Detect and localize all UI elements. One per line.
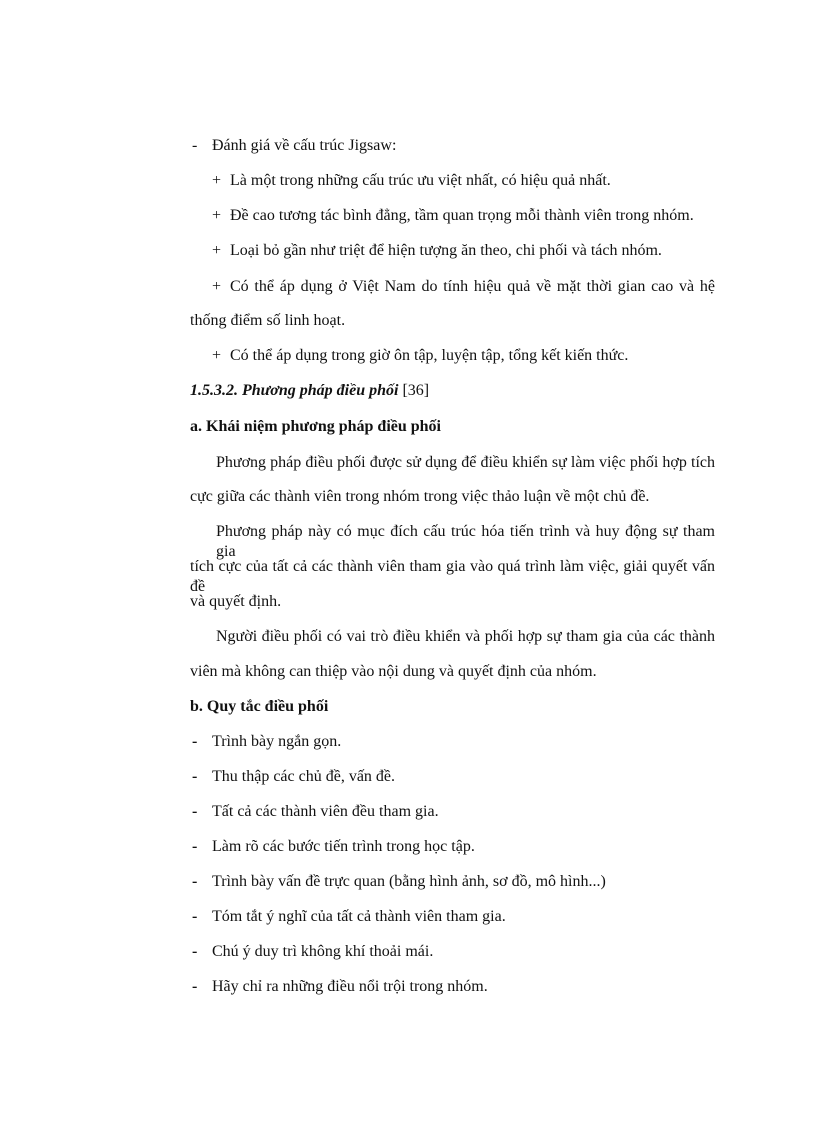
rule-item-7: Chú ý duy trì không khí thoải mái. xyxy=(212,943,434,960)
part-a-p3-line2: viên mà không can thiệp vào nội dung và quyết định của nhóm. xyxy=(190,663,597,680)
list-dash: - xyxy=(192,733,198,750)
rule-item-4: Làm rõ các bước tiến trình trong học tập. xyxy=(212,838,475,855)
rule-item-6: Tóm tắt ý nghĩ của tất cả thành viên tham gia. xyxy=(212,908,506,925)
jigsaw-item-4: Có thể áp dụng ở Việt Nam do tính hiệu quả về mặt thời gian cao và hệ xyxy=(230,278,715,295)
list-dash: - xyxy=(192,838,198,855)
jigsaw-item-2: Đề cao tương tác bình đẳng, tầm quan trọng mỗi thành viên trong nhóm. xyxy=(230,207,694,224)
list-dash: - xyxy=(192,873,198,890)
list-dash: - xyxy=(192,768,198,785)
part-a-p3-line1: Người điều phối có vai trò điều khiển và phối hợp sự tham gia của các thành xyxy=(216,628,715,645)
rule-item-1: Trình bày ngắn gọn. xyxy=(212,733,342,750)
section-ref: [36] xyxy=(398,382,430,399)
rule-item-5: Trình bày vấn đề trực quan (bằng hình ảnh, sơ đồ, mô hình...) xyxy=(212,873,606,890)
list-plus: + xyxy=(212,207,222,224)
part-a-p2-line3: và quyết định. xyxy=(190,593,282,610)
jigsaw-heading: Đánh giá về cấu trúc Jigsaw: xyxy=(212,137,397,154)
part-a-p2-line1: Phương pháp này có mục đích cấu trúc hóa tiến trình và huy động sự tham gia xyxy=(216,523,715,560)
list-dash: - xyxy=(192,943,198,960)
rule-item-2: Thu thập các chủ đề, vấn đề. xyxy=(212,768,396,785)
section-heading xyxy=(190,381,429,401)
jigsaw-item-3: Loại bỏ gần như triệt để hiện tượng ăn theo, chi phối và tách nhóm. xyxy=(230,242,662,259)
list-dash: - xyxy=(192,137,198,154)
section-title: 1.5.3.2. Phương pháp điều phối xyxy=(190,382,399,399)
list-dash: - xyxy=(192,908,198,925)
jigsaw-item-1: Là một trong những cấu trúc ưu việt nhất, có hiệu quả nhất. xyxy=(230,172,611,189)
rule-item-8: Hãy chỉ ra những điều nổi trội trong nhóm. xyxy=(212,978,488,995)
jigsaw-item-5: Có thể áp dụng trong giờ ôn tập, luyện tập, tổng kết kiến thức. xyxy=(230,347,629,364)
list-plus: + xyxy=(212,347,222,364)
jigsaw-item-4-cont: thống điểm số linh hoạt. xyxy=(190,312,346,329)
list-plus: + xyxy=(212,242,222,259)
part-b-title: b. Quy tắc điều phối xyxy=(190,698,329,715)
list-dash: - xyxy=(192,803,198,820)
list-plus: + xyxy=(212,278,222,295)
list-dash: - xyxy=(192,978,198,995)
part-a-p1-line2: cực giữa các thành viên trong nhóm trong việc thảo luận về một chủ đề. xyxy=(190,488,650,505)
rule-item-3: Tất cả các thành viên đều tham gia. xyxy=(212,803,439,820)
part-a-p1-line1: Phương pháp điều phối được sử dụng để điều khiển sự làm việc phối hợp tích xyxy=(216,454,715,471)
part-a-title: a. Khái niệm phương pháp điều phối xyxy=(190,418,441,435)
list-plus: + xyxy=(212,172,222,189)
part-a-p2-line2: tích cực của tất cả các thành viên tham gia vào quá trình làm việc, giải quyết vấn đề xyxy=(190,558,715,595)
